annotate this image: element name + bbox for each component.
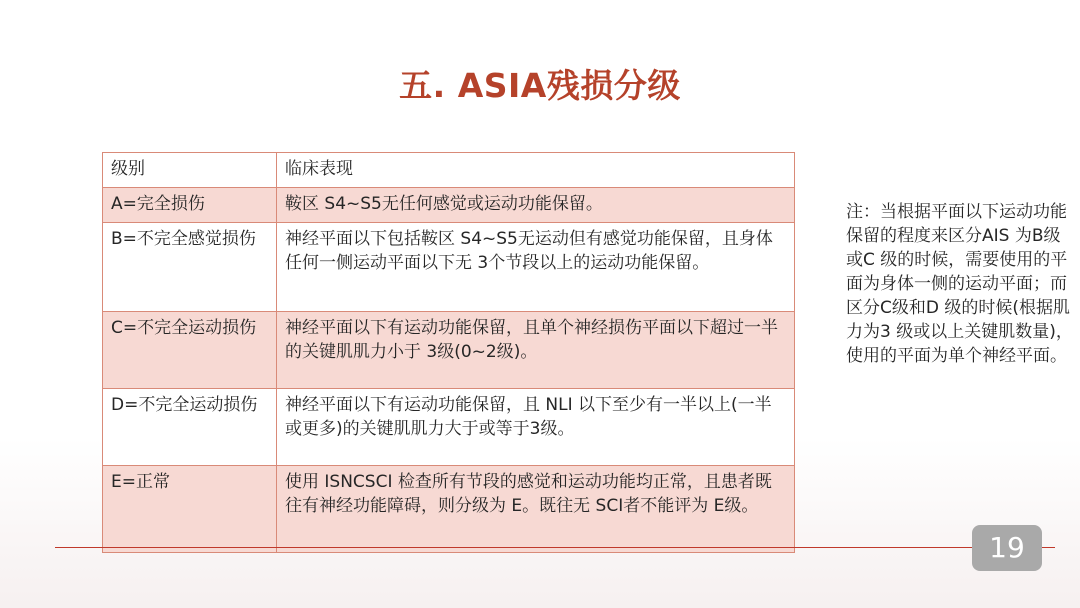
description-cell: 使用 ISNCSCI 检查所有节段的感觉和运动功能均正常，且患者既往有神经功能障碍，则分级为 E。既往无 SCI者不能评为 E级。: [277, 466, 795, 553]
asia-grade-table: [102, 152, 795, 553]
grade-cell: B=不完全感觉损伤: [103, 223, 277, 312]
side-note: 注：当根据平面以下运动功能保留的程度来区分AIS 为B级或C 级的时候，需要使用的平面为身体一侧的运动平面；而区分C级和D 级的时候(根据肌力为3 级或以上关键肌数量)，使用的平面为单个神经平面。: [846, 202, 1073, 366]
grade-cell: E=正常: [103, 466, 277, 553]
slide-title: 五. ASIA残损分级: [399, 66, 681, 105]
description-cell: 神经平面以下包括鞍区 S4~S5无运动但有感觉功能保留，且身体任何一侧运动平面以下无 3个节段以上的运动功能保留。: [277, 223, 795, 312]
description-cell: 神经平面以下有运动功能保留，且 NLI 以下至少有一半以上(一半或更多)的关键肌肌力大于或等于3级。: [277, 389, 795, 466]
grade-cell: D=不完全运动损伤: [103, 389, 277, 466]
footer-divider: [55, 547, 1055, 548]
table-header-row: [103, 153, 795, 188]
header-grade: 级别: [103, 153, 277, 188]
description-cell: 鞍区 S4~S5无任何感觉或运动功能保留。: [277, 188, 795, 223]
page-number-badge: 19: [972, 525, 1042, 571]
table-row: [103, 188, 795, 223]
table-row: [103, 389, 795, 466]
table-row: [103, 312, 795, 389]
header-clinical: 临床表现: [277, 153, 795, 188]
description-cell: 神经平面以下有运动功能保留，且单个神经损伤平面以下超过一半的关键肌肌力小于 3级(0~2级)。: [277, 312, 795, 389]
table-row: [103, 223, 795, 312]
grade-cell: C=不完全运动损伤: [103, 312, 277, 389]
table-row: [103, 466, 795, 553]
grade-cell: A=完全损伤: [103, 188, 277, 223]
